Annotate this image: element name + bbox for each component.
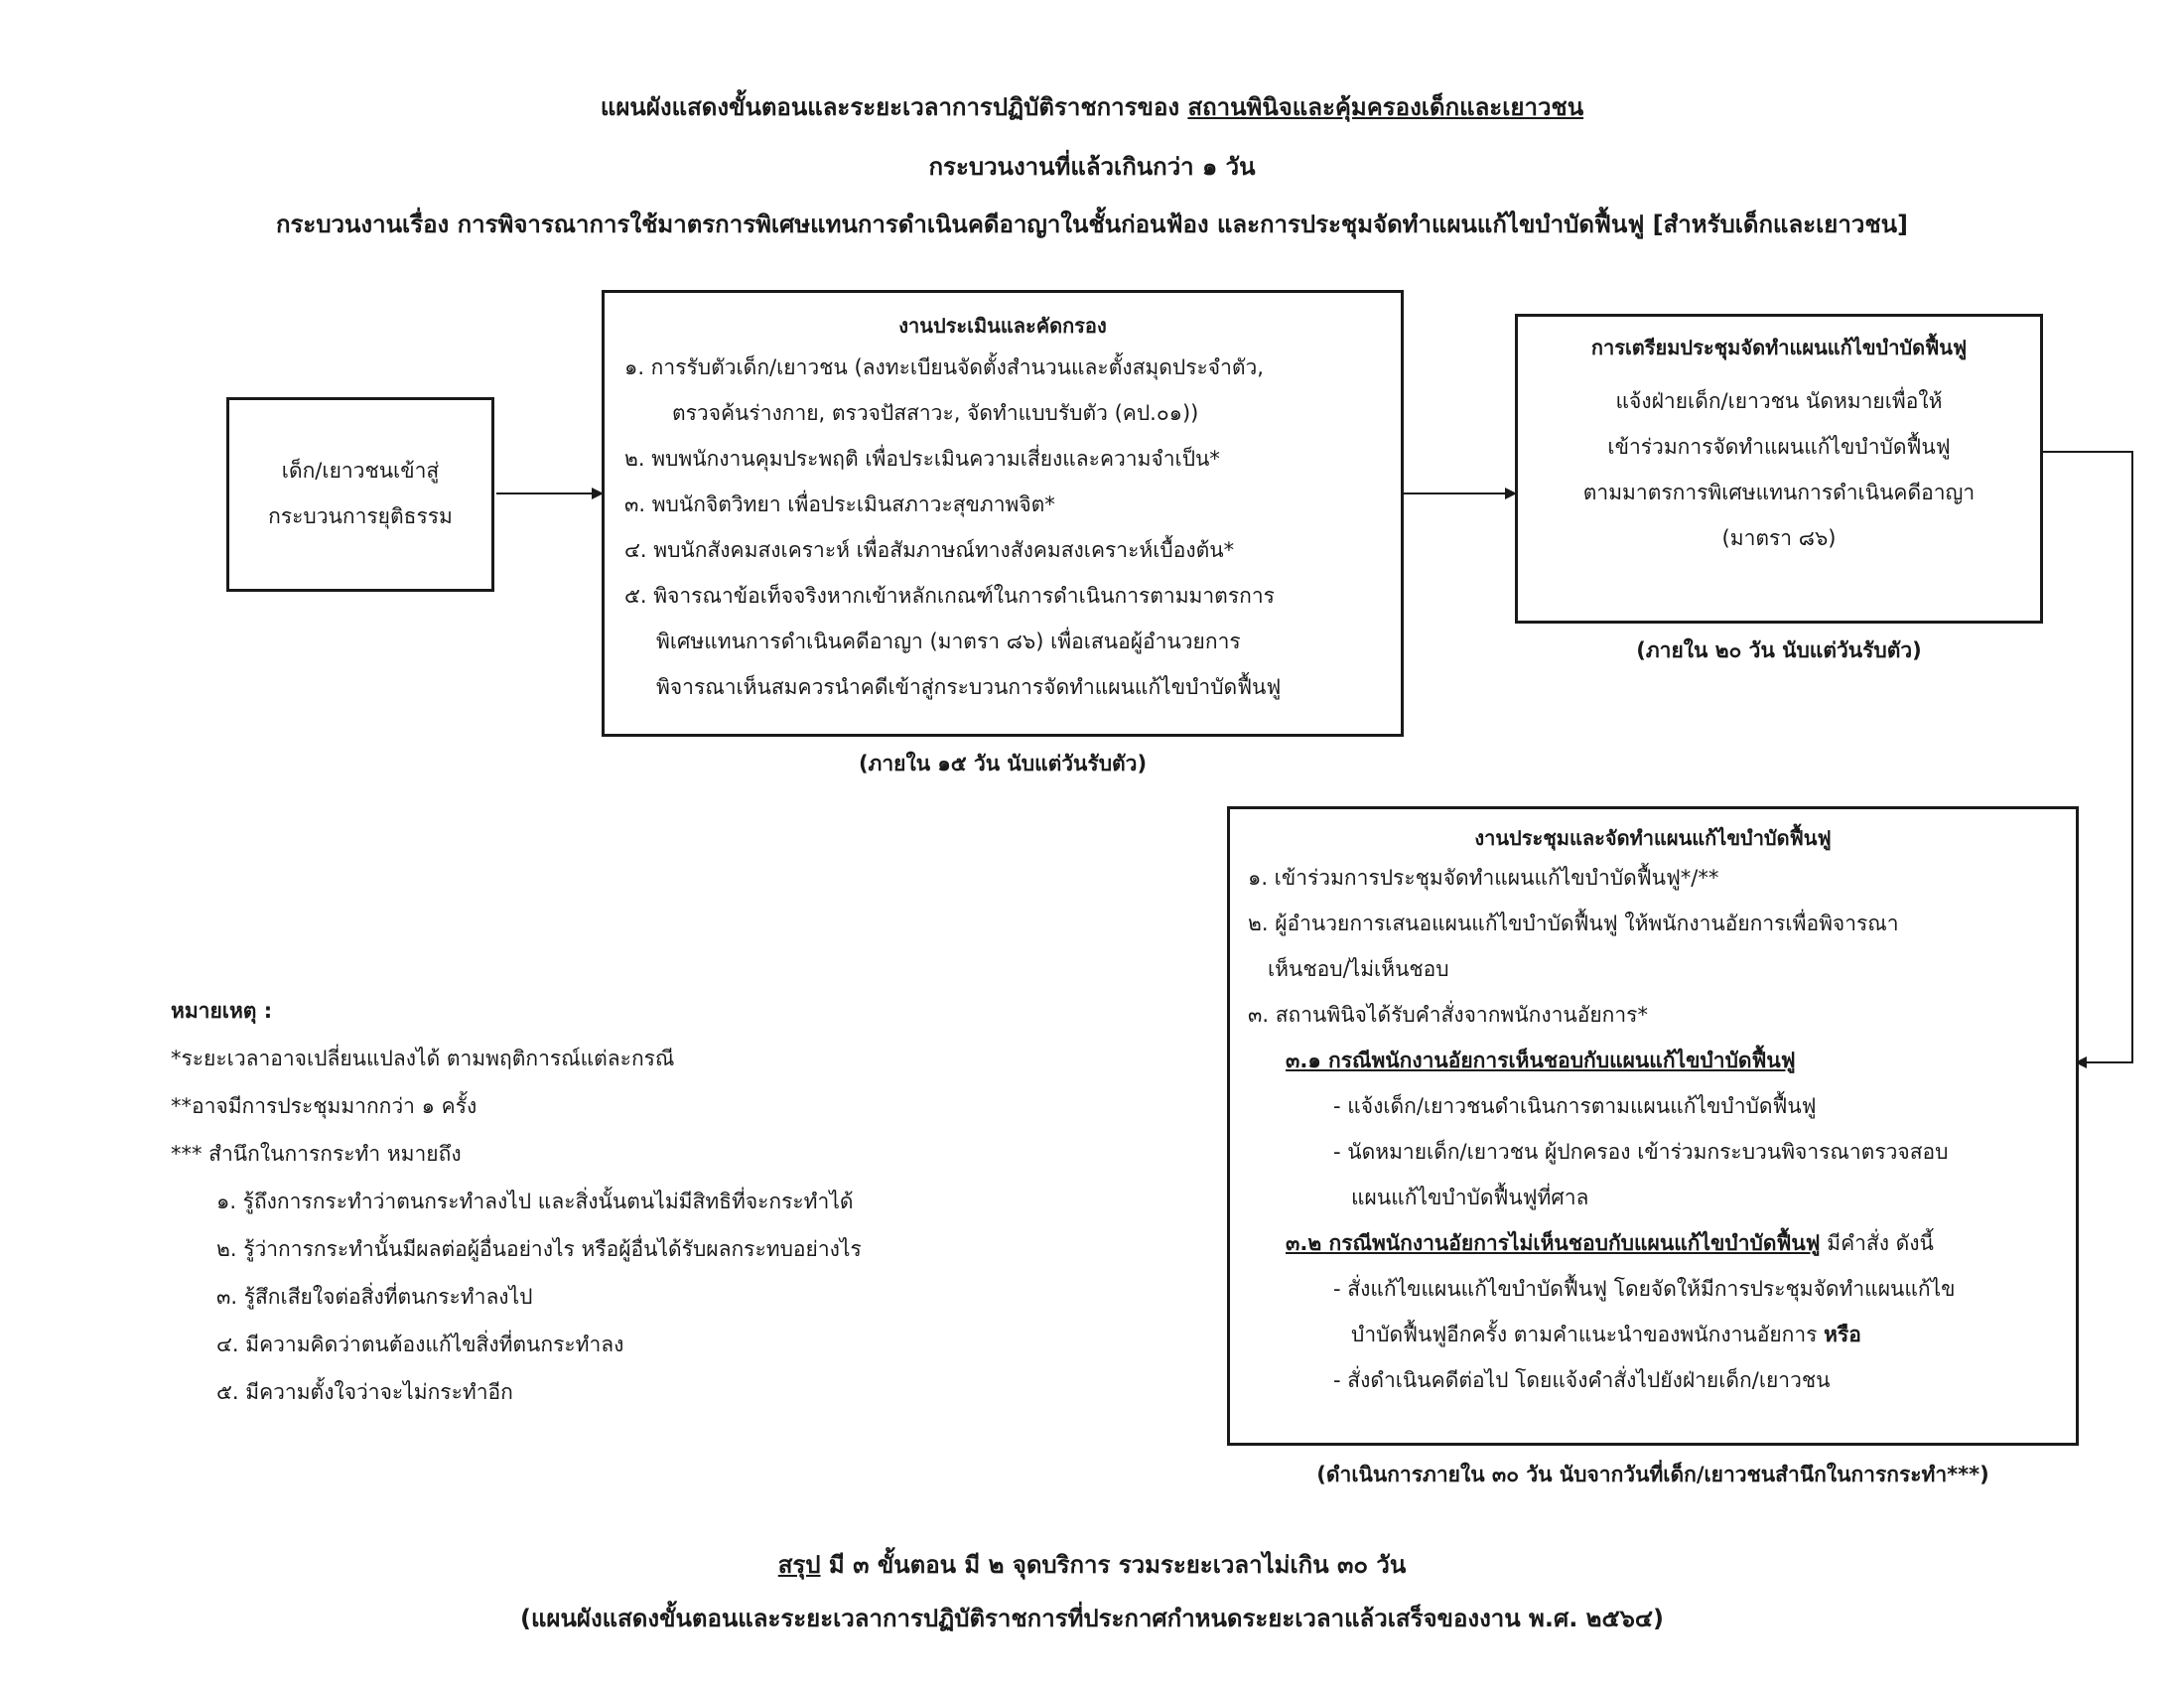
- note-3-item-2: ๒. รู้ว่าการกระทำนั้นมีผลต่อผู้อื่นอย่างไร หรือผู้อื่นได้รับผลกระทบอย่างไร: [216, 1237, 862, 1261]
- summary-line: [0, 1545, 2184, 1584]
- note-1: *ระยะเวลาอาจเปลี่ยนแปลงได้ ตามพฤติการณ์แต่ละกรณี: [171, 1047, 675, 1070]
- meeting-case-3-2: ๓.๒ กรณีพนักงานอัยการไม่เห็นชอบกับแผนแก้ไขบำบัดฟื้นฟู: [1286, 1231, 1821, 1255]
- prep-duration: (ภายใน ๒๐ วัน นับแต่วันรับตัว): [1636, 638, 1922, 662]
- header-unit: สถานพินิจและคุ้มครองเด็กและเยาวชน: [1187, 93, 1584, 121]
- notes-heading: หมายเหตุ :: [171, 999, 273, 1023]
- meeting-case-3-1-bullet-1: - แจ้งเด็ก/เยาวชนดำเนินการตามแผนแก้ไขบำบัดฟื้นฟู: [1333, 1094, 1817, 1118]
- header-prefix: แผนผังแสดงขั้นตอนและระยะเวลาการปฏิบัติราชการของ: [600, 93, 1180, 121]
- meeting-case-3-2-line: [1230, 1220, 2076, 1266]
- entry-line-1: เด็ก/เยาวชนเข้าสู่: [281, 459, 440, 483]
- prep-line-1: แจ้งฝ่ายเด็ก/เยาวชน นัดหมายเพื่อให้: [1615, 389, 1943, 413]
- prep-title: การเตรียมประชุมจัดทำแผนแก้ไขบำบัดฟื้นฟู: [1590, 336, 1968, 359]
- screening-duration: (ภายใน ๑๕ วัน นับแต่วันรับตัว): [858, 752, 1148, 775]
- note-3: *** สำนึกในการกระทำ หมายถึง: [171, 1142, 462, 1166]
- meeting-case-3-2-bullet-2: - สั่งดำเนินคดีต่อไป โดยแจ้งคำสั่งไปยังฝ่ายเด็ก/เยาวชน: [1333, 1368, 1831, 1392]
- screening-item-5: ๕. พิจารณาข้อเท็จจริงหากเข้าหลักเกณฑ์ในการดำเนินการตามมาตรการ: [624, 584, 1275, 608]
- meeting-title: งานประชุมและจัดทำแผนแก้ไขบำบัดฟื้นฟู: [1474, 826, 1832, 850]
- prep-box: [1515, 314, 2043, 624]
- screening-item-4: ๔. พบนักสังคมสงเคราะห์ เพื่อสัมภาษณ์ทางสังคมสงเคราะห์เบื้องต้น*: [624, 538, 1235, 562]
- note-2: **อาจมีการประชุมมากกว่า ๑ ครั้ง: [171, 1094, 478, 1118]
- header-line-2: กระบวนงานที่แล้วเกินกว่า ๑ วัน: [928, 153, 1256, 181]
- note-3-item-1: ๑. รู้ถึงการกระทำว่าตนกระทำลงไป และสิ่งนั้นตนไม่มีสิทธิที่จะกระทำได้: [216, 1190, 854, 1213]
- screening-item-5-cont-2: พิจารณาเห็นสมควรนำคดีเข้าสู่กระบวนการจัดทำแผนแก้ไขบำบัดฟื้นฟู: [656, 675, 1282, 699]
- meeting-case-3-1: ๓.๑ กรณีพนักงานอัยการเห็นชอบกับแผนแก้ไขบำบัดฟื้นฟู: [1286, 1049, 1796, 1072]
- summary-footer: (แผนผังแสดงขั้นตอนและระยะเวลาการปฏิบัติราชการที่ประกาศกำหนดระยะเวลาแล้วเสร็จของงาน พ.ศ. ๒๕๖๔): [519, 1605, 1665, 1632]
- note-3-item-3: ๓. รู้สึกเสียใจต่อสิ่งที่ตนกระทำลงไป: [216, 1285, 533, 1309]
- meeting-box: [1227, 806, 2079, 1446]
- summary-text: มี ๓ ขั้นตอน มี ๒ จุดบริการ รวมระยะเวลาไม่เกิน ๓๐ วัน: [820, 1551, 1407, 1579]
- meeting-case-3-1-bullet-2-cont: แผนแก้ไขบำบัดฟื้นฟูที่ศาล: [1351, 1186, 1589, 1209]
- meeting-case-3-2-bullet-1-cont-line: [1230, 1312, 2076, 1357]
- meeting-item-2: ๒. ผู้อำนวยการเสนอแผนแก้ไขบำบัดฟื้นฟู ให้พนักงานอัยการเพื่อพิจารณา: [1248, 912, 1899, 935]
- prep-line-2: เข้าร่วมการจัดทำแผนแก้ไขบำบัดฟื้นฟู: [1607, 435, 1951, 459]
- entry-box: [226, 397, 494, 592]
- meeting-case-3-2-or: หรือ: [1824, 1323, 1861, 1346]
- prep-line-3: ตามมาตรการพิเศษแทนการดำเนินคดีอาญา: [1582, 481, 1976, 504]
- meeting-case-3-2-suffix: มีคำสั่ง ดังนี้: [1820, 1231, 1934, 1255]
- meeting-case-3-2-bullet-1: - สั่งแก้ไขแผนแก้ไขบำบัดฟื้นฟู โดยจัดให้มีการประชุมจัดทำแผนแก้ไข: [1333, 1277, 1956, 1301]
- screening-box: [602, 290, 1404, 737]
- note-3-item-5: ๕. มีความตั้งใจว่าจะไม่กระทำอีก: [216, 1380, 513, 1404]
- meeting-case-3-2-bullet-1-cont: บำบัดฟื้นฟูอีกครั้ง ตามคำแนะนำของพนักงานอัยการ: [1351, 1323, 1825, 1346]
- screening-item-5-cont-1: พิเศษแทนการดำเนินคดีอาญา (มาตรา ๘๖) เพื่อเสนอผู้อำนวยการ: [656, 630, 1241, 653]
- meeting-item-3: ๓. สถานพินิจได้รับคำสั่งจากพนักงานอัยการ*: [1248, 1003, 1648, 1027]
- meeting-item-2-cont: เห็นชอบ/ไม่เห็นชอบ: [1268, 957, 1449, 981]
- screening-item-1-cont: ตรวจค้นร่างกาย, ตรวจปัสสาวะ, จัดทำแบบรับตัว (คป.๐๑)): [672, 401, 1199, 425]
- meeting-item-1: ๑. เข้าร่วมการประชุมจัดทำแผนแก้ไขบำบัดฟื้นฟู*/**: [1248, 866, 1719, 890]
- header-line-3: กระบวนงานเรื่อง การพิจารณาการใช้มาตรการพิเศษแทนการดำเนินคดีอาญาในชั้นก่อนฟ้อง และการประชุมจัดทำแผนแก้ไขบำบัดฟื้นฟู [สำหรับเด็กและเยาวชน]: [276, 211, 1908, 238]
- meeting-duration: (ดำเนินการภายใน ๓๐ วัน นับจากวันที่เด็ก/เยาวชนสำนึกในการกระทำ***): [1316, 1463, 1989, 1486]
- summary-label: สรุป: [777, 1551, 821, 1579]
- note-3-item-4: ๔. มีความคิดว่าตนต้องแก้ไขสิ่งที่ตนกระทำลง: [216, 1333, 624, 1356]
- screening-item-3: ๓. พบนักจิตวิทยา เพื่อประเมินสภาวะสุขภาพจิต*: [624, 492, 1055, 516]
- meeting-case-3-1-bullet-2: - นัดหมายเด็ก/เยาวชน ผู้ปกครอง เข้าร่วมกระบวนพิจารณาตรวจสอบ: [1333, 1140, 1949, 1164]
- prep-line-4: (มาตรา ๘๖): [1721, 526, 1837, 550]
- screening-item-2: ๒. พบพนักงานคุมประพฤติ เพื่อประเมินความเสี่ยงและความจำเป็น*: [624, 447, 1220, 471]
- entry-line-2: กระบวนการยุติธรรม: [268, 504, 453, 528]
- screening-item-1: ๑. การรับตัวเด็ก/เยาวชน (ลงทะเบียนจัดตั้งสำนวนและตั้งสมุดประจำตัว,: [624, 355, 1264, 379]
- notes-section: [171, 987, 862, 1416]
- screening-title: งานประเมินและคัดกรอง: [898, 314, 1107, 338]
